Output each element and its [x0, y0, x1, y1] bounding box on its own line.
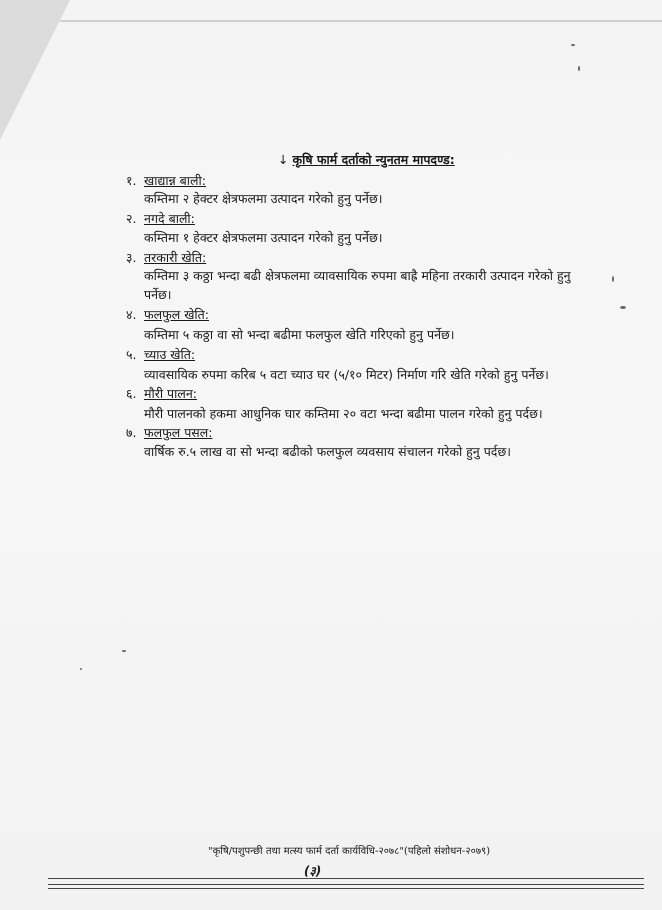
page-heading — [278, 151, 455, 168]
scan-speck — [612, 276, 614, 282]
scan-speck — [620, 306, 626, 309]
item-title: मौरी पालन: — [144, 386, 197, 401]
item-title: फलफुल खेति: — [144, 307, 209, 322]
heading-text: कृषि फार्म दर्ताको न्युनतम मापदण्ड: — [292, 152, 455, 167]
item-text: कम्तिमा १ हेक्टर क्षेत्रफलमा उत्पादन गरेको हुनु पर्नेछ। — [144, 230, 383, 245]
arrow-marker-icon: ↓ — [278, 152, 289, 167]
scan-speck — [80, 668, 82, 670]
item-title: फलफुल पसल: — [144, 425, 213, 440]
item-text: व्यावसायिक रुपमा करिब ५ वटा च्याउ घर (५/१० मिटर) निर्माण गरि खेति गरेको हुनु पर्नेछ। — [144, 367, 549, 382]
item-number: ७. — [126, 425, 137, 440]
footer-rule — [48, 888, 644, 889]
item-number: ५. — [126, 347, 137, 362]
page-edge — [60, 20, 662, 22]
item-number: ६. — [126, 386, 137, 401]
item-number: २. — [126, 211, 137, 226]
scan-speck — [571, 44, 575, 46]
item-number: ४. — [126, 307, 137, 322]
item-text: मौरी पालनको हकमा आधुनिक घार कम्तिमा २० वटा भन्दा बढीमा पालन गरेको हुनु पर्दछ। — [144, 406, 543, 421]
item-text: कम्तिमा २ हेक्टर क्षेत्रफलमा उत्पादन गरेको हुनु पर्नेछ। — [144, 191, 383, 206]
item-title: तरकारी खेति: — [144, 250, 207, 265]
item-text: कम्तिमा ३ कठ्ठा भन्दा बढी क्षेत्रफलमा व्यावसायिक रुपमा बाह्रै महिना तरकारी उत्पादन गरेको हुनु — [144, 268, 571, 283]
item-text: कम्तिमा ५ कठ्ठा वा सो भन्दा बढीमा फलफुल खेति गरिएको हुनु पर्नेछ। — [144, 327, 455, 342]
footer-rule — [48, 884, 644, 885]
item-title: खाद्यान्न बाली: — [144, 173, 206, 188]
item-number: ३. — [126, 250, 137, 265]
page-number: (३) — [304, 864, 322, 878]
scan-speck — [122, 650, 126, 652]
item-title: च्याउ खेति: — [144, 347, 196, 362]
item-text: वार्षिक रु.५ लाख वा सो भन्दा बढीको फलफुल व्यवसाय संचालन गरेको हुनु पर्दछ। — [144, 444, 511, 459]
scan-speck — [578, 66, 580, 71]
item-text: पर्नेछ। — [144, 287, 172, 302]
item-title: नगदे बाली: — [144, 211, 195, 226]
footer-rule — [48, 878, 644, 879]
item-number: १. — [126, 173, 137, 188]
footer-citation: "कृषि/पशुपन्छी तथा मत्स्य फार्म दर्ता कार्यविधि-२०७८"(पहिलो संशोधन-२०७९) — [208, 846, 491, 857]
